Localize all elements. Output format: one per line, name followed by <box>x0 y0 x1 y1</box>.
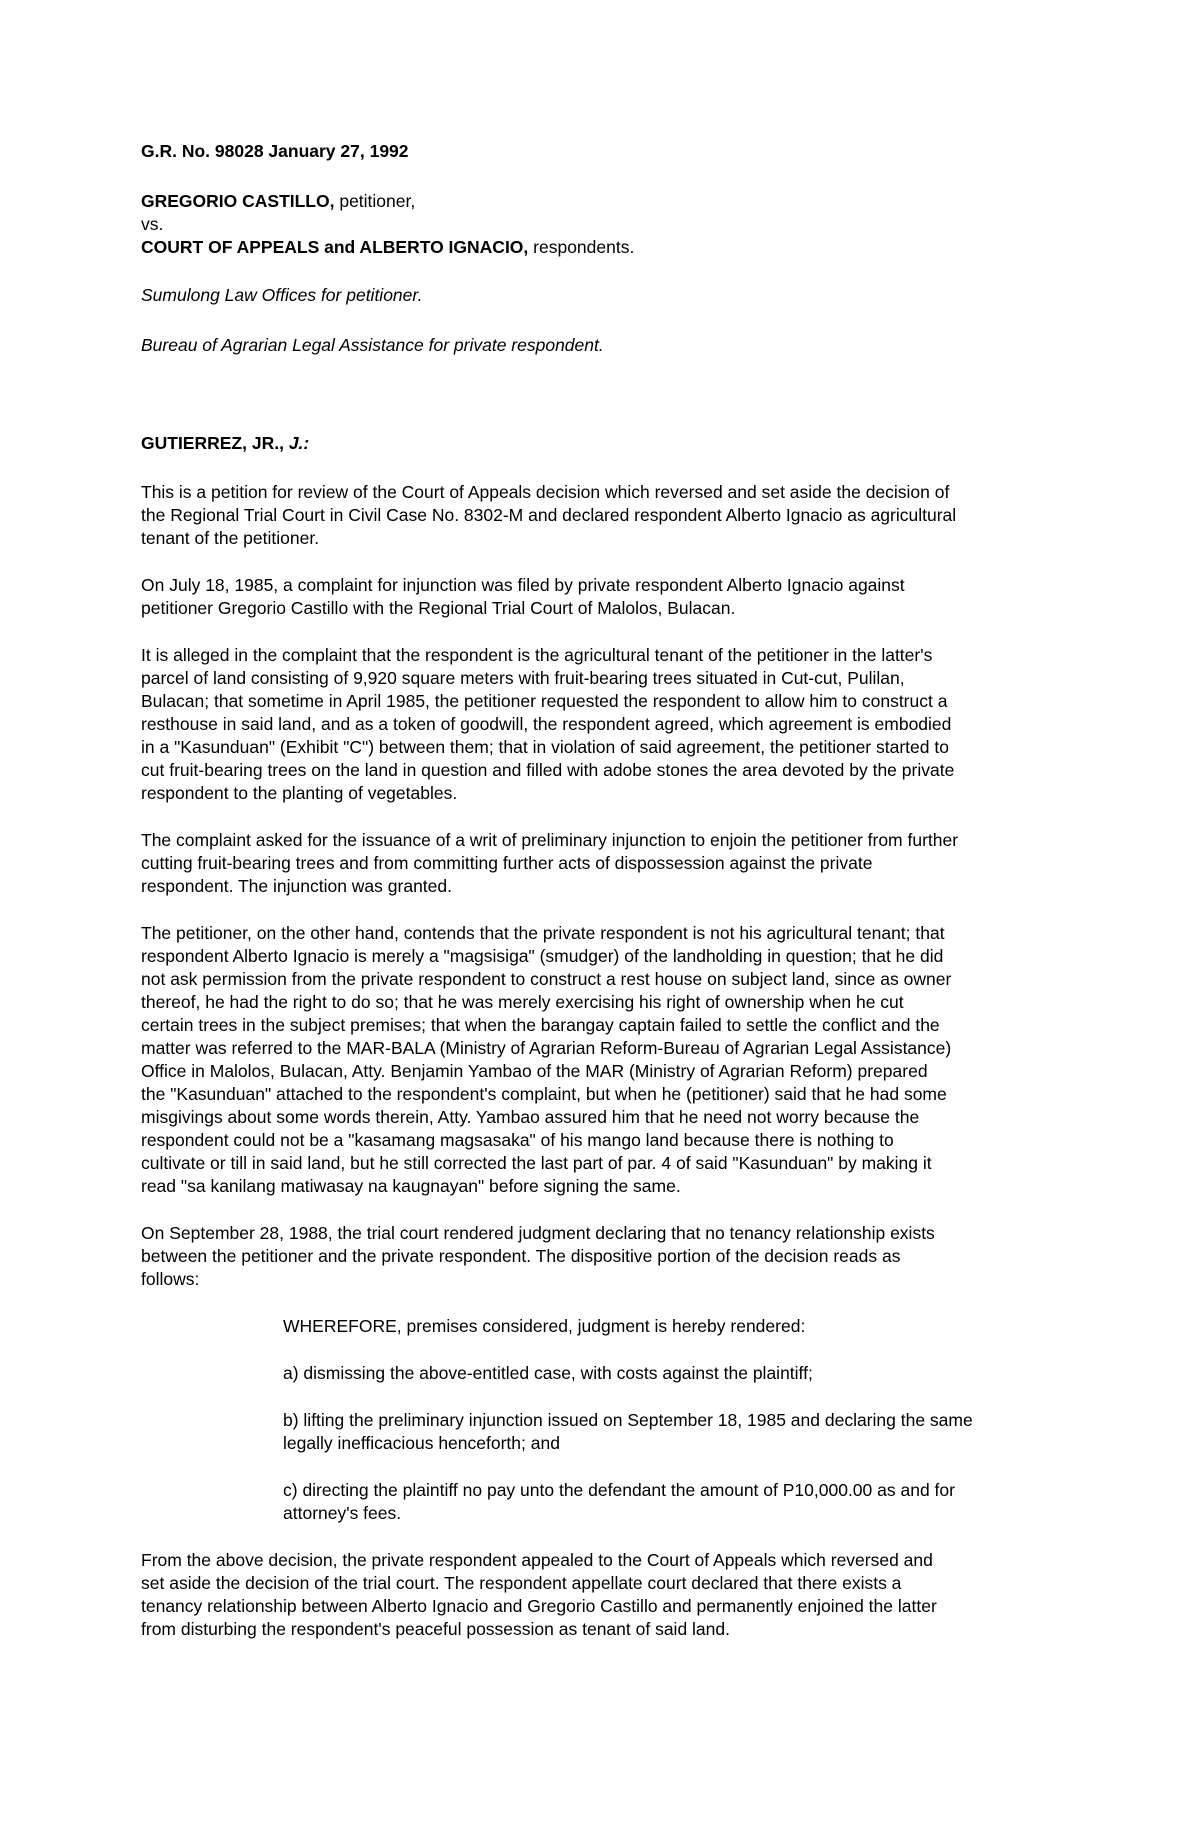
text-line: tenant of the petitioner. <box>141 528 320 548</box>
text-line: not ask permission from the private respondent to construct a rest house on subject land, since as owner <box>141 969 952 989</box>
text-line: This is a petition for review of the Court of Appeals decision which reversed and set aside the decision of <box>141 482 950 502</box>
text-line: between the petitioner and the private respondent. The dispositive portion of the decision reads as <box>141 1246 901 1266</box>
text-line: tenancy relationship between Alberto Ignacio and Gregorio Castillo and permanently enjoined the latter <box>141 1596 937 1616</box>
decision-document <box>141 140 1061 1641</box>
paragraph-petitioner-contentions <box>141 922 1061 1198</box>
ponente-heading <box>141 432 1061 455</box>
petitioner-name: GREGORIO CASTILLO, <box>141 191 335 211</box>
text-line: legally inefficacious henceforth; and <box>283 1433 560 1453</box>
text-line: The complaint asked for the issuance of a writ of preliminary injunction to enjoin the petitioner from further <box>141 830 959 850</box>
dispositive-item-b <box>283 1409 1061 1455</box>
text-line: resthouse in said land, and as a token of goodwill, the respondent agreed, which agreement is embodied <box>141 714 952 734</box>
dispositive-wherefore <box>283 1315 1061 1338</box>
respondent-line <box>141 236 1061 259</box>
text-line: from disturbing the respondent's peaceful possession as tenant of said land. <box>141 1619 730 1639</box>
ponente-name: GUTIERREZ, JR., <box>141 433 284 453</box>
text-line: respondent Alberto Ignacio is merely a "magsisiga" (smudger) of the landholding in question; that he did <box>141 946 944 966</box>
paragraph-complaint-filed <box>141 574 1061 620</box>
ponente-title: J.: <box>288 433 310 453</box>
text-line: misgivings about some words therein, Atty. Yambao assured him that he need not worry because the <box>141 1107 920 1127</box>
text-line: petitioner Gregorio Castillo with the Regional Trial Court of Malolos, Bulacan. <box>141 598 736 618</box>
text-line: On July 18, 1985, a complaint for injunction was filed by private respondent Alberto Ignacio against <box>141 575 905 595</box>
text-line: It is alleged in the complaint that the respondent is the agricultural tenant of the petitioner in the latter's <box>141 645 933 665</box>
text-line: set aside the decision of the trial court. The respondent appellate court declared that there exists a <box>141 1573 902 1593</box>
case-number: G.R. No. 98028 January 27, 1992 <box>141 141 409 161</box>
case-parties <box>141 190 1061 259</box>
paragraph-petition <box>141 481 1061 550</box>
paragraph-trial-judgment <box>141 1222 1061 1291</box>
text-line: Office in Malolos, Bulacan, Atty. Benjamin Yambao of the MAR (Ministry of Agrarian Reform) prepared <box>141 1061 928 1081</box>
counsel-respondent: Bureau of Agrarian Legal Assistance for private respondent. <box>141 335 604 355</box>
text-line: a) dismissing the above-entitled case, with costs against the plaintiff; <box>283 1363 813 1383</box>
paragraph-allegations <box>141 644 1061 805</box>
text-line: Bulacan; that sometime in April 1985, the petitioner requested the respondent to allow him to construct a <box>141 691 948 711</box>
paragraph-injunction <box>141 829 1061 898</box>
respondent-role: respondents. <box>528 237 635 257</box>
text-line: attorney's fees. <box>283 1503 402 1523</box>
counsel-petitioner: Sumulong Law Offices for petitioner. <box>141 285 423 305</box>
text-line: b) lifting the preliminary injunction issued on September 18, 1985 and declaring the same <box>283 1410 973 1430</box>
text-line: From the above decision, the private respondent appealed to the Court of Appeals which reversed and <box>141 1550 933 1570</box>
dispositive-item-a <box>283 1362 1061 1385</box>
text-line: read "sa kanilang matiwasay na kaugnayan" before signing the same. <box>141 1176 681 1196</box>
text-line: On September 28, 1988, the trial court rendered judgment declaring that no tenancy relationship exists <box>141 1223 935 1243</box>
text-line: cutting fruit-bearing trees and from committing further acts of dispossession against the private <box>141 853 873 873</box>
text-line: respondent could not be a "kasamang magsasaka" of his mango land because there is nothing to <box>141 1130 894 1150</box>
text-line: WHEREFORE, premises considered, judgment is hereby rendered: <box>283 1316 806 1336</box>
versus-label: vs. <box>141 214 164 234</box>
text-line: The petitioner, on the other hand, contends that the private respondent is not his agricultural tenant; that <box>141 923 945 943</box>
petitioner-role: petitioner, <box>334 191 416 211</box>
text-line: in a "Kasunduan" (Exhibit "C") between them; that in violation of said agreement, the petitioner started to <box>141 737 949 757</box>
text-line: follows: <box>141 1269 200 1289</box>
text-line: certain trees in the subject premises; that when the barangay captain failed to settle the conflict and the <box>141 1015 940 1035</box>
text-line: cut fruit-bearing trees on the land in question and filled with adobe stones the area devoted by the private <box>141 760 955 780</box>
respondent-names: COURT OF APPEALS and ALBERTO IGNACIO, <box>141 237 529 257</box>
dispositive-item-c <box>283 1479 1061 1525</box>
petitioner-line <box>141 190 1061 213</box>
text-line: cultivate or till in said land, but he still corrected the last part of par. 4 of said "Kasunduan" by making it <box>141 1153 932 1173</box>
text-line: respondent. The injunction was granted. <box>141 876 452 896</box>
text-line: respondent to the planting of vegetables. <box>141 783 458 803</box>
text-line: matter was referred to the MAR-BALA (Ministry of Agrarian Reform-Bureau of Agrarian Legal Assistance) <box>141 1038 952 1058</box>
paragraph-appeal <box>141 1549 1061 1641</box>
text-line: parcel of land consisting of 9,920 square meters with fruit-bearing trees situated in Cut-cut, Pulilan, <box>141 668 905 688</box>
text-line: the Regional Trial Court in Civil Case No. 8302-M and declared respondent Alberto Ignacio as agricultural <box>141 505 957 525</box>
text-line: c) directing the plaintiff no pay unto the defendant the amount of P10,000.00 as and for <box>283 1480 955 1500</box>
text-line: thereof, he had the right to do so; that he was merely exercising his right of ownership when he cut <box>141 992 904 1012</box>
text-line: the "Kasunduan" attached to the respondent's complaint, but when he (petitioner) said that he had some <box>141 1084 947 1104</box>
